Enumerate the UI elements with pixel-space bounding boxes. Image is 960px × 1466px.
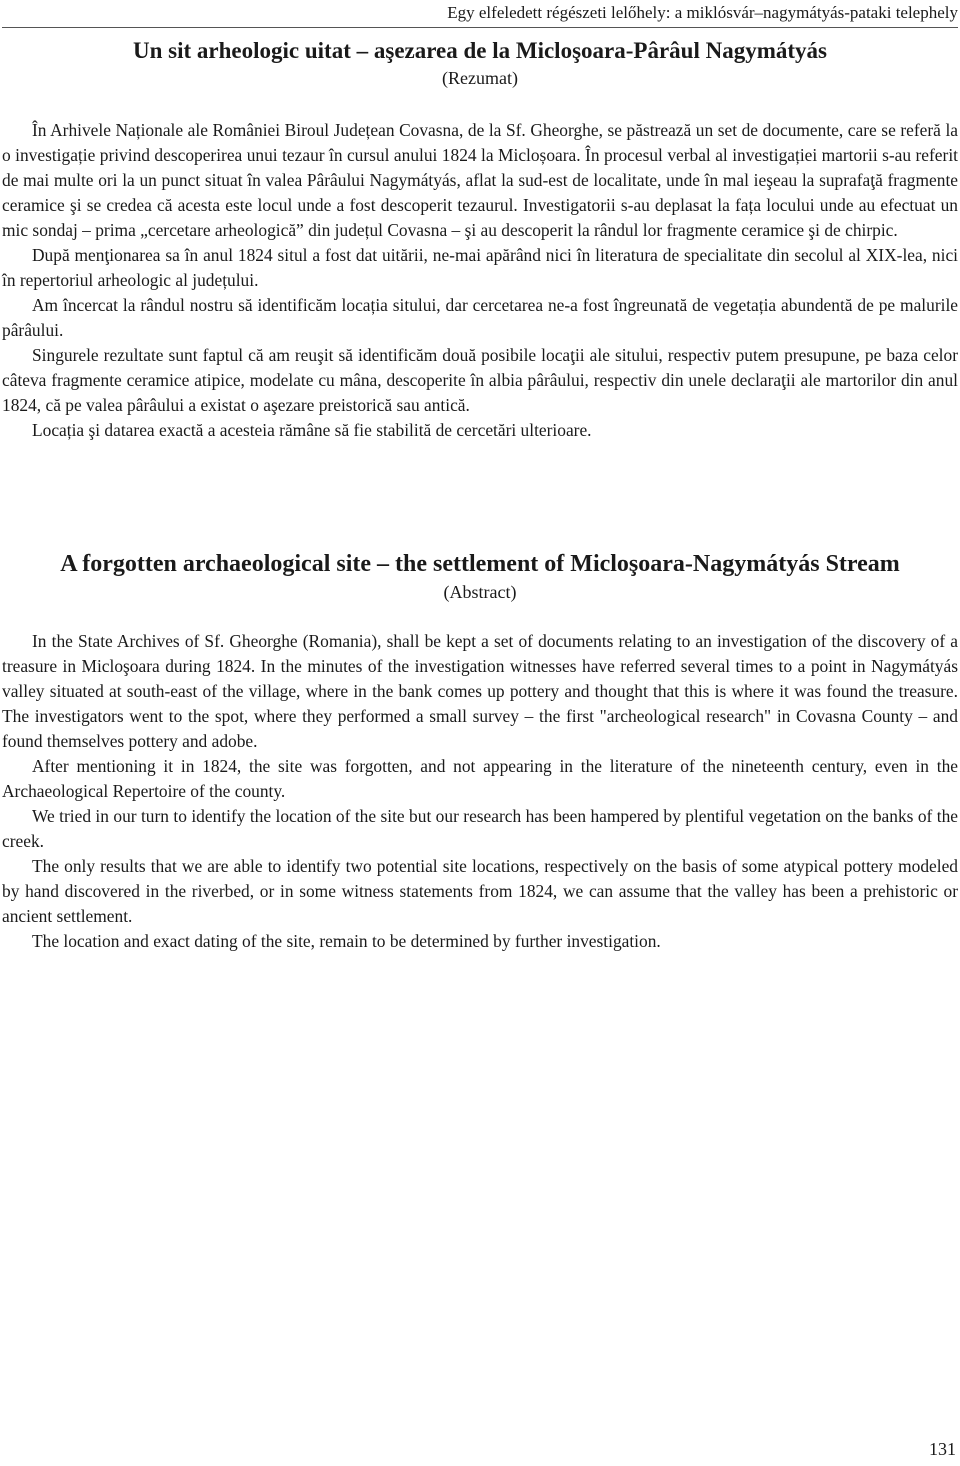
romanian-paragraph: Singurele rezultate sunt faptul că am reuşit să identificăm două posibile locaţii ale sitului, respectiv putem presupune, pe baza celor câteva fragmente ceramice atipice, modelate cu mâna, descoperite în albia pârâului, respectiv din unele declaraţii ale martorilor din anul 1824, că pe valea pârâului a existat o aşezare preistorică sau antică. — [2, 345, 958, 415]
romanian-body — [2, 118, 958, 443]
english-paragraph: The location and exact dating of the site, remain to be determined by further investigation. — [32, 931, 661, 951]
english-paragraph: We tried in our turn to identify the location of the site but our research has been hampered by plentiful vegetation on the banks of the creek. — [2, 806, 958, 851]
page — [2, 0, 958, 1466]
romanian-title: Un sit arheologic uitat – aşezarea de la Micloşoara-Pârâul Nagymátyás — [133, 38, 827, 63]
romanian-paragraph: Am încercat la rândul nostru să identificăm locația sitului, dar cercetarea ne-a fost îngreunată de vegetația abundentă de pe malurile pârâului. — [2, 295, 958, 340]
header-rule — [2, 27, 958, 28]
english-title: A forgotten archaeological site – the settlement of Micloşoara-Nagymátyás Stream — [60, 551, 900, 577]
english-paragraph: The only results that we are able to identify two potential site locations, respectively on the basis of some atypical pottery modeled by hand discovered in the riverbed, or in some witness statements from 1824, we can assume that the valley has been a prehistoric or ancient settlement. — [2, 856, 958, 926]
english-abstract — [2, 549, 958, 954]
english-paragraph: After mentioning it in 1824, the site was forgotten, and not appearing in the literature of the nineteenth century, even in the Archaeological Repertoire of the county. — [2, 756, 958, 801]
romanian-subtitle: (Rezumat) — [442, 68, 518, 88]
english-body — [2, 629, 958, 954]
english-subtitle: (Abstract) — [443, 582, 517, 602]
running-header: Egy elfeledett régészeti lelőhely: a miklósvár–nagymátyás-pataki telephely — [447, 3, 958, 22]
romanian-paragraph: După menţionarea sa în anul 1824 situl a fost dat uitării, ne-mai apărând nici în literatura de specialitate din secolul al XIX-lea, nici în repertoriul arheologic al județului. — [2, 245, 958, 290]
romanian-paragraph: Locația şi datarea exactă a acesteia rămâne să fie stabilită de cercetări ulterioare. — [32, 420, 592, 440]
english-paragraph: In the State Archives of Sf. Gheorghe (Romania), shall be kept a set of documents relating to an investigation of the discovery of a treasure in Micloşoara during 1824. In the minutes of the investigation witnesses have referred several times to a point in Nagymátyás valley situated at south-east of the village, where in the bank comes up pottery and thought that this is where it was found the treasure. The investigators went to the spot, where they performed a small survey – the first "archeological research" in Covasna County – and found themselves pottery and adobe. — [2, 631, 958, 751]
romanian-paragraph: În Arhivele Naționale ale României Biroul Județean Covasna, de la Sf. Gheorghe, se păstrează un set de documente, care se referă la o investigație privind descoperirea unui tezaur în cursul anului 1824 la Micloșoara. În procesul verbal al investigației martorii s-au referit de mai multe ori la un punct situat în valea Pârâului Nagymátyás, aflat la sud-est de localitate, unde în mal ieşeau la suprafaţă fragmente ceramice şi se credea că acesta este locul unde a fost descoperit tezaurul. Investigatorii s-au deplasat la fața locului unde au efectuat un mic sondaj – prima „cercetare arheologică” din județul Covasna – şi au descoperit la rândul lor fragmente ceramice şi de chirpic. — [2, 120, 958, 240]
page-number: 131 — [929, 1439, 956, 1459]
romanian-summary — [2, 37, 958, 443]
